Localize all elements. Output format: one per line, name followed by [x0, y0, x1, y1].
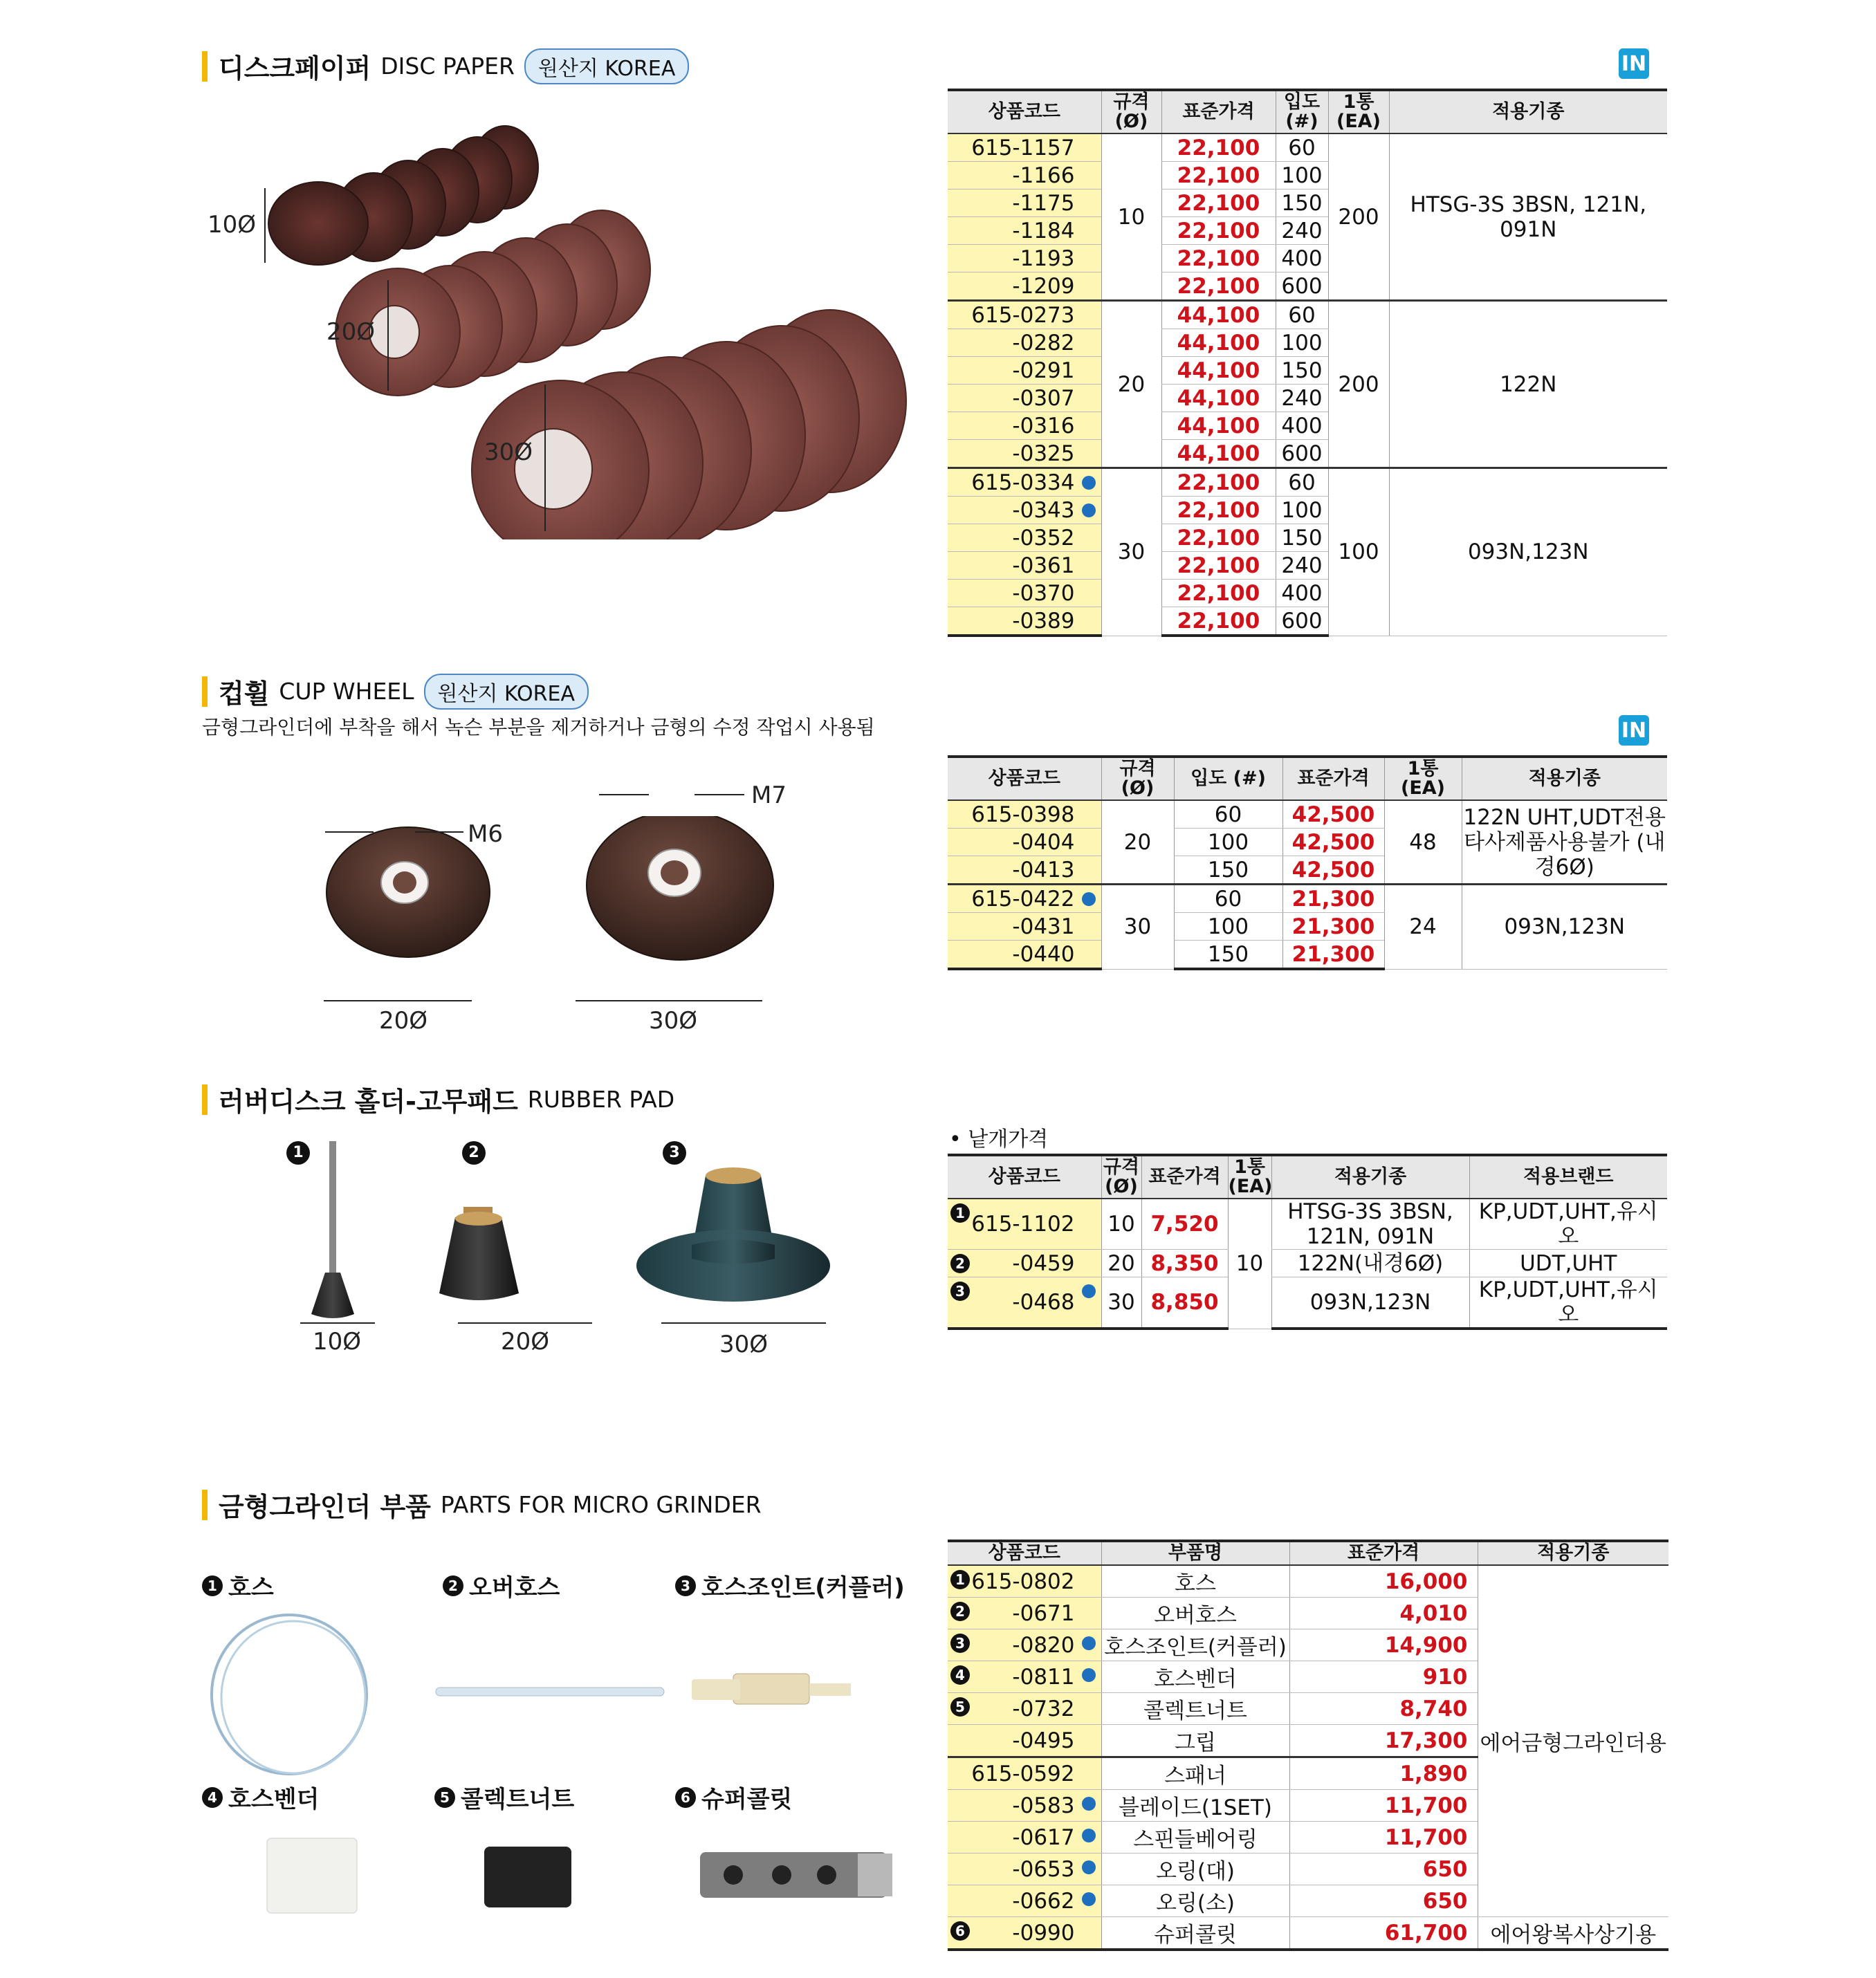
disc-label-20: 20Ø — [327, 318, 376, 346]
part-name-cell: 호스 — [1101, 1565, 1289, 1598]
title-bar — [202, 1084, 208, 1115]
price-cell: 22,100 — [1161, 162, 1276, 190]
part-name-cell: 블레이드(1SET) — [1101, 1790, 1289, 1822]
disc-title-en: DISC PAPER — [380, 53, 515, 80]
part-name: 호스 — [228, 1574, 274, 1602]
product-code: -0352 — [948, 524, 1101, 552]
size-cell: 20 — [1101, 800, 1174, 885]
price-cell: 650 — [1289, 1854, 1478, 1885]
grit-cell: 60 — [1276, 301, 1328, 329]
price-cell: 44,100 — [1161, 301, 1276, 329]
cup-description: 금형그라인더에 부착을 해서 녹슨 부분을 제거하거나 금형의 수정 작업시 사용됨 — [202, 716, 875, 739]
rubber-section-title — [202, 1080, 674, 1118]
product-code: 2 -0671 — [948, 1598, 1101, 1629]
model-cell: 122N(내경6Ø) — [1271, 1250, 1469, 1277]
col-header-brand: 적용브랜드 — [1469, 1155, 1667, 1199]
rubber-dim-20 — [458, 1322, 592, 1324]
col-header-code: 상품코드 — [948, 1541, 1101, 1565]
price-cell: 22,100 — [1161, 607, 1276, 636]
col-header-code: 상품코드 — [948, 757, 1101, 800]
product-code: -0662 — [948, 1885, 1101, 1917]
grit-cell: 600 — [1276, 272, 1328, 301]
col-header-model: 적용기종 — [1462, 757, 1667, 800]
price-cell: 4,010 — [1289, 1598, 1478, 1629]
price-cell: 22,100 — [1161, 468, 1276, 497]
rubber-pad-table — [948, 1154, 1667, 1330]
rubber-num-3: 3 — [663, 1141, 686, 1165]
part-name: 콜렉트너트 — [461, 1786, 575, 1813]
disc-title-ko: 디스크페이퍼 — [219, 53, 371, 84]
price-cell: 22,100 — [1161, 580, 1276, 607]
model-cell: 에어금형그라인더용 — [1478, 1565, 1668, 1917]
price-cell: 22,100 — [1161, 524, 1276, 552]
size-cell: 10 — [1101, 1199, 1141, 1250]
new-item-dot-icon — [1082, 1284, 1096, 1298]
product-code: 1 615-1102 — [948, 1199, 1101, 1250]
model-cell: 093N,123N — [1389, 468, 1667, 636]
col-header-price: 표준가격 — [1282, 757, 1384, 800]
price-cell: 42,500 — [1282, 829, 1384, 856]
qty-cell: 200 — [1328, 301, 1389, 468]
product-code: 5 -0732 — [948, 1693, 1101, 1725]
table-row — [948, 1917, 1668, 1950]
product-code: -0653 — [948, 1854, 1101, 1885]
col-header-part-name: 부품명 — [1101, 1541, 1289, 1565]
rubber-label-30: 30Ø — [719, 1331, 769, 1358]
col-header-model: 적용기종 — [1271, 1155, 1469, 1199]
new-item-dot-icon — [1082, 1797, 1096, 1811]
price-cell: 22,100 — [1161, 497, 1276, 524]
grit-cell: 400 — [1276, 580, 1328, 607]
product-code: 2 -0459 — [948, 1250, 1101, 1277]
grit-cell: 150 — [1174, 941, 1282, 970]
cup-origin-badge: 원산지 KOREA — [424, 674, 589, 710]
part-name: 호스벤더 — [228, 1786, 320, 1813]
grit-cell: 240 — [1276, 217, 1328, 245]
product-code: 615-1157 — [948, 133, 1101, 162]
cup-dim-20 — [324, 1000, 472, 1001]
price-cell: 650 — [1289, 1885, 1478, 1917]
brand-cell: UDT,UHT — [1469, 1250, 1667, 1277]
price-cell: 8,740 — [1289, 1693, 1478, 1725]
product-code: -0282 — [948, 329, 1101, 357]
cup-label-20: 20Ø — [379, 1007, 428, 1035]
table-row — [948, 301, 1667, 329]
num-badge: 1 — [950, 1203, 970, 1223]
grit-cell: 100 — [1276, 162, 1328, 190]
rubber-label-20: 20Ø — [501, 1328, 550, 1356]
size-cell: 30 — [1101, 1277, 1141, 1329]
cup-section-title — [202, 672, 589, 710]
new-item-dot-icon — [1082, 476, 1096, 490]
product-code: -1193 — [948, 245, 1101, 272]
new-item-dot-icon — [1082, 1892, 1096, 1906]
in-badge: IN — [1619, 715, 1649, 746]
brand-cell: KP,UDT,UHT,유시오 — [1469, 1277, 1667, 1329]
num-badge: 5 — [950, 1697, 970, 1717]
parts-title-en: PARTS FOR MICRO GRINDER — [440, 1491, 762, 1518]
grit-cell: 60 — [1276, 468, 1328, 497]
parts-title-ko: 금형그라인더 부품 — [219, 1492, 431, 1522]
product-code: 615-0273 — [948, 301, 1101, 329]
price-cell: 22,100 — [1161, 245, 1276, 272]
model-cell: 에어왕복사상기용 — [1478, 1917, 1668, 1950]
product-code: -1166 — [948, 162, 1101, 190]
price-cell: 21,300 — [1282, 941, 1384, 970]
parts-image — [208, 1611, 899, 1937]
price-cell: 44,100 — [1161, 329, 1276, 357]
size-cell: 10 — [1101, 133, 1161, 301]
price-cell: 21,300 — [1282, 913, 1384, 941]
col-header-size: 규격 (Ø) — [1101, 757, 1174, 800]
part-name: 슈퍼콜릿 — [701, 1786, 793, 1813]
price-cell: 44,100 — [1161, 440, 1276, 468]
qty-cell: 10 — [1228, 1199, 1271, 1329]
model-cell: 122N — [1389, 301, 1667, 468]
price-cell: 44,100 — [1161, 412, 1276, 440]
product-code: -0316 — [948, 412, 1101, 440]
part-label-hose-joint — [675, 1569, 905, 1602]
m7-arrow-left — [599, 794, 649, 795]
product-code: -0389 — [948, 607, 1101, 636]
product-code: 1 615-0802 — [948, 1565, 1101, 1598]
parts-table — [948, 1540, 1668, 1951]
qty-cell: 100 — [1328, 468, 1389, 636]
price-cell: 22,100 — [1161, 217, 1276, 245]
size-cell: 20 — [1101, 301, 1161, 468]
col-header-price: 표준가격 — [1289, 1541, 1478, 1565]
num-badge: 6 — [950, 1921, 970, 1941]
product-code: -0583 — [948, 1790, 1101, 1822]
col-header-price: 표준가격 — [1161, 90, 1276, 133]
price-cell: 11,700 — [1289, 1822, 1478, 1854]
grit-cell: 150 — [1276, 357, 1328, 385]
product-code: 6 -0990 — [948, 1917, 1101, 1950]
rubber-dim-10 — [300, 1322, 375, 1324]
num-badge: 5 — [434, 1787, 455, 1808]
col-header-grit: 입도 (#) — [1174, 757, 1282, 800]
num-badge: 3 — [950, 1634, 970, 1653]
disc-paper-image — [201, 124, 913, 539]
num-badge: 2 — [443, 1575, 463, 1596]
part-name: 호스조인트(커플러) — [701, 1574, 905, 1602]
dim-line-30 — [544, 385, 546, 531]
grit-cell: 240 — [1276, 385, 1328, 412]
price-cell: 910 — [1289, 1661, 1478, 1693]
price-cell: 61,700 — [1289, 1917, 1478, 1950]
new-item-dot-icon — [1082, 1860, 1096, 1874]
rubber-note: • 낱개가격 — [949, 1127, 1049, 1152]
price-cell: 17,300 — [1289, 1725, 1478, 1757]
col-header-model: 적용기종 — [1389, 90, 1667, 133]
rubber-pad-image — [291, 1134, 844, 1342]
qty-cell: 24 — [1384, 885, 1462, 970]
col-header-grit: 입도 (#) — [1276, 90, 1328, 133]
cup-wheel-table — [948, 755, 1667, 970]
product-code: 615-0334 — [948, 468, 1101, 497]
price-cell: 22,100 — [1161, 552, 1276, 580]
col-header-model: 적용기종 — [1478, 1541, 1668, 1565]
cup-label-m6: M6 — [468, 820, 503, 848]
qty-cell: 48 — [1384, 800, 1462, 885]
price-cell: 11,700 — [1289, 1790, 1478, 1822]
grit-cell: 100 — [1276, 329, 1328, 357]
model-cell: HTSG-3S 3BSN, 121N, 091N — [1271, 1199, 1469, 1250]
price-cell: 21,300 — [1282, 885, 1384, 913]
product-code: -0413 — [948, 856, 1101, 885]
m7-arrow-right — [695, 794, 744, 795]
num-badge: 1 — [950, 1570, 970, 1589]
grit-cell: 100 — [1174, 829, 1282, 856]
grit-cell: 240 — [1276, 552, 1328, 580]
table-row — [948, 885, 1667, 913]
table-row — [948, 1565, 1668, 1598]
cup-dim-30 — [576, 1000, 762, 1001]
price-cell: 22,100 — [1161, 272, 1276, 301]
product-code: -0343 — [948, 497, 1101, 524]
product-code: -0440 — [948, 941, 1101, 970]
size-cell: 30 — [1101, 468, 1161, 636]
grit-cell: 100 — [1174, 913, 1282, 941]
cup-title-en: CUP WHEEL — [279, 678, 414, 705]
rubber-label-10: 10Ø — [313, 1328, 362, 1356]
new-item-dot-icon — [1082, 1829, 1096, 1842]
size-cell: 30 — [1101, 885, 1174, 970]
num-badge: 2 — [950, 1602, 970, 1621]
disc-section-title — [202, 47, 689, 85]
product-code: -0495 — [948, 1725, 1101, 1757]
price-cell: 44,100 — [1161, 385, 1276, 412]
product-code: -0361 — [948, 552, 1101, 580]
product-code: 615-0422 — [948, 885, 1101, 913]
brand-cell: KP,UDT,UHT,유시오 — [1469, 1199, 1667, 1250]
part-name-cell: 그립 — [1101, 1725, 1289, 1757]
table-row — [948, 133, 1667, 162]
title-bar — [202, 676, 208, 707]
size-cell: 20 — [1101, 1250, 1141, 1277]
price-cell: 22,100 — [1161, 190, 1276, 217]
product-code: 615-0592 — [948, 1757, 1101, 1790]
product-code: -0325 — [948, 440, 1101, 468]
dim-line-20 — [387, 280, 389, 391]
cup-title-ko: 컵휠 — [219, 678, 270, 709]
num-badge: 1 — [202, 1575, 223, 1596]
price-cell: 8,350 — [1141, 1250, 1228, 1277]
part-name-cell: 슈퍼콜릿 — [1101, 1917, 1289, 1950]
num-badge: 6 — [675, 1787, 696, 1808]
grit-cell: 60 — [1174, 885, 1282, 913]
qty-cell: 200 — [1328, 133, 1389, 301]
price-cell: 44,100 — [1161, 357, 1276, 385]
grit-cell: 400 — [1276, 245, 1328, 272]
part-name-cell: 호스벤더 — [1101, 1661, 1289, 1693]
model-cell: 093N,123N — [1271, 1277, 1469, 1329]
product-code: 3 -0468 — [948, 1277, 1101, 1329]
product-code: 3 -0820 — [948, 1629, 1101, 1661]
rubber-num-2: 2 — [462, 1141, 486, 1165]
grit-cell: 400 — [1276, 412, 1328, 440]
col-header-qty: 1통 (EA) — [1328, 90, 1389, 133]
product-code: -1175 — [948, 190, 1101, 217]
new-item-dot-icon — [1082, 1668, 1096, 1682]
model-cell: 122N UHT,UDT전용 타사제품사용불가 (내경6Ø) — [1462, 800, 1667, 885]
cup-label-30: 30Ø — [649, 1007, 698, 1035]
price-cell: 22,100 — [1161, 133, 1276, 162]
num-badge: 2 — [950, 1254, 970, 1273]
table-row — [948, 800, 1667, 829]
col-header-size: 규격 (Ø) — [1101, 1155, 1141, 1199]
col-header-size: 규격 (Ø) — [1101, 90, 1161, 133]
m6-arrow-left — [325, 831, 374, 833]
num-badge: 4 — [950, 1665, 970, 1685]
product-code: -0404 — [948, 829, 1101, 856]
in-badge: IN — [1619, 48, 1649, 79]
disc-label-30: 30Ø — [484, 438, 533, 466]
grit-cell: 150 — [1276, 524, 1328, 552]
model-cell: HTSG-3S 3BSN, 121N, 091N — [1389, 133, 1667, 301]
cup-label-m7: M7 — [751, 782, 787, 809]
part-name-cell: 호스조인트(커플러) — [1101, 1629, 1289, 1661]
part-label-over-hose — [443, 1569, 560, 1602]
price-cell: 14,900 — [1289, 1629, 1478, 1661]
table-row — [948, 468, 1667, 497]
m6-arrow-right — [415, 831, 463, 833]
rubber-num-1: 1 — [286, 1141, 310, 1165]
table-row — [948, 1250, 1667, 1277]
product-code: -0307 — [948, 385, 1101, 412]
part-name-cell: 오링(소) — [1101, 1885, 1289, 1917]
part-name-cell: 스핀들베어링 — [1101, 1822, 1289, 1854]
rubber-title-ko: 러버디스크 홀더-고무패드 — [219, 1087, 518, 1117]
product-code: -0617 — [948, 1822, 1101, 1854]
part-name-cell: 콜렉트너트 — [1101, 1693, 1289, 1725]
grit-cell: 600 — [1276, 440, 1328, 468]
grit-cell: 150 — [1174, 856, 1282, 885]
disc-paper-table — [948, 89, 1667, 637]
product-code: 4 -0811 — [948, 1661, 1101, 1693]
title-bar — [202, 51, 208, 82]
product-code: -1209 — [948, 272, 1101, 301]
part-label-hose — [202, 1569, 274, 1602]
product-code: 615-0398 — [948, 800, 1101, 829]
num-badge: 3 — [950, 1282, 970, 1301]
part-name-cell: 오링(대) — [1101, 1854, 1289, 1885]
col-header-qty: 1통 (EA) — [1384, 757, 1462, 800]
price-cell: 8,850 — [1141, 1277, 1228, 1329]
grit-cell: 600 — [1276, 607, 1328, 636]
price-cell: 16,000 — [1289, 1565, 1478, 1598]
rubber-dim-30 — [661, 1322, 826, 1324]
part-name-cell: 스패너 — [1101, 1757, 1289, 1790]
grit-cell: 150 — [1276, 190, 1328, 217]
grit-cell: 60 — [1174, 800, 1282, 829]
price-cell: 1,890 — [1289, 1757, 1478, 1790]
grit-cell: 100 — [1276, 497, 1328, 524]
dim-line-10 — [264, 188, 266, 263]
part-name: 오버호스 — [469, 1574, 560, 1602]
table-row — [948, 1277, 1667, 1329]
product-code: -1184 — [948, 217, 1101, 245]
title-bar — [202, 1490, 208, 1520]
num-badge: 3 — [675, 1575, 696, 1596]
col-header-code: 상품코드 — [948, 90, 1101, 133]
product-code: -0291 — [948, 357, 1101, 385]
table-row — [948, 1199, 1667, 1250]
col-header-price: 표준가격 — [1141, 1155, 1228, 1199]
col-header-code: 상품코드 — [948, 1155, 1101, 1199]
part-name-cell: 오버호스 — [1101, 1598, 1289, 1629]
product-code: -0370 — [948, 580, 1101, 607]
cup-wheel-image — [304, 816, 789, 989]
price-cell: 7,520 — [1141, 1199, 1228, 1250]
grit-cell: 60 — [1276, 133, 1328, 162]
new-item-dot-icon — [1082, 892, 1096, 906]
num-badge: 4 — [202, 1787, 223, 1808]
disc-label-10: 10Ø — [208, 211, 257, 239]
price-cell: 42,500 — [1282, 800, 1384, 829]
new-item-dot-icon — [1082, 1636, 1096, 1650]
product-code: -0431 — [948, 913, 1101, 941]
parts-section-title — [202, 1486, 762, 1524]
disc-origin-badge: 원산지 KOREA — [524, 48, 689, 84]
col-header-qty: 1통 (EA) — [1228, 1156, 1273, 1197]
new-item-dot-icon — [1082, 503, 1096, 517]
rubber-title-en: RUBBER PAD — [527, 1086, 675, 1113]
price-cell: 42,500 — [1282, 856, 1384, 885]
model-cell: 093N,123N — [1462, 885, 1667, 970]
